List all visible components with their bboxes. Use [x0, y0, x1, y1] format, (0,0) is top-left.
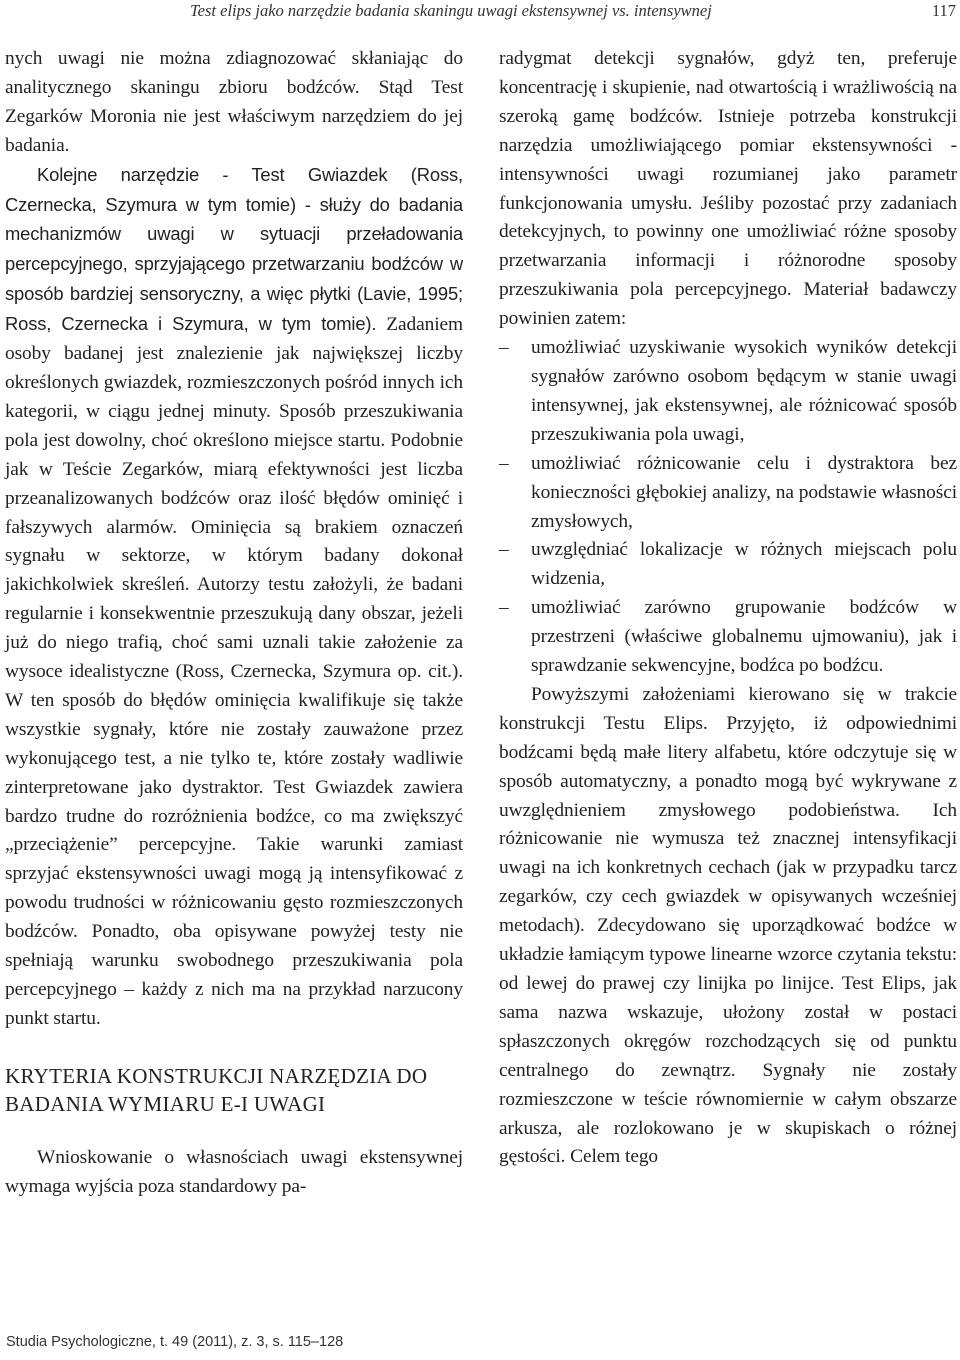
paragraph-continuation: nych uwagi nie można zdiagnozować skłaniając do analitycznego skaningu zbioru bodźców. Stąd Test Zegarków Moronia nie jest właściwym narzędziem do jej badania. [5, 48, 463, 156]
paragraph-test-gwiazdek [5, 161, 463, 1034]
dash-bullet: – [499, 597, 509, 619]
list-item-text: umożliwiać różnicowanie celu i dystraktora bez konieczności głębokiej analizy, na podstawie własności zmysłowych, [531, 452, 957, 532]
criteria-list [499, 334, 957, 681]
dash-bullet: – [499, 452, 509, 474]
paragraph-test-elips: Powyższymi założeniami kierowano się w trakcie konstrukcji Testu Elips. Przyjęto, iż odpowiednimi bodźcami będą małe litery alfabetu, które odczytuje się w sposób automatyczny, a ponadto mogą być wykrywane z uwzględnieniem zmysłowego podobieństwa. Ich różnicowanie nie wymusza też znacznej intensyfikacji uwagi na ich konkretnych cechach (jak w przypadku tarcz zegarków, czy cech gwiazdek w opisywanych wcześniej metodach). Zdecydowano się uporządkować bodźce w układzie łamiącym typowe linearne wzorce czytania tekstu: od lewej do prawej czy linijka po linijce. Test Elips, jak sama nazwa wskazuje, ułożony został w postaci spłaszczonych okręgów rozchodzących się od punktu centralnego do zewnątrz. Sygnały nie zostały rozmieszczone w teście równomiernie w całym obszarze arkusza, ale rozlokowano je w skupiskach o różnej gęstości. Celem tego [499, 683, 957, 1168]
right-column [499, 45, 957, 1172]
list-item [499, 450, 957, 537]
paragraph-serif-segment: Zadaniem osoby badanej jest znalezienie jak największej liczby określonych gwiazdek, rozmieszczonych pośród innych ich kategorii, w ciągu jednej minuty. Sposób przeszukiwania pola jest dowolny, choć określono miejsce startu. Podobnie jak w Teście Zegarków, miarą efektywności jest liczba przeanalizowanych bodźców oraz ilość błędów ominięć i fałszywych alarmów. Ominięcia są brakiem oznaczeń sygnału w sektorze, w którym badany dokonał jakichkolwiek skreśleń. Autorzy testu założyli, że badani regularnie i konsekwentnie przeszukują dany obszar, jeżeli już do niego trafią, choć sami uznali takie założenie za wysoce idealistyczne (Ross, Czernecka, Szymura op. cit.). W ten sposób do błędów ominięcia kwalifikuje się także wszystkie sygnały, które nie zostały zauważone przez wykonującego test, a nie tylko te, które zostały wadliwie zinterpretowane jako dystraktor. Test Gwiazdek zawiera bardzo trudne do rozróżnienia bodźce, co ma zwiększyć „przeciążenie” percepcyjne. Takie warunki zamiast sprzyjać ekstensywności uwagi mogą ją intensyfikować z powodu trudności w różnicowaniu gęsto rozmieszczonych bodźców. Ponadto, oba opisywane powyżej testy nie spełniają warunku swobodnego przeszukiwania pola percepcyjnego – każdy z nich ma na przykład narzucony punkt startu. [5, 314, 463, 1029]
paragraph-sans-segment: Kolejne narzędzie - Test Gwiazdek (Ross, Czernecka, Szymura w tym tomie) - służy do badania mechanizmów uwagi w sytuacji przeładowania percepcyjnego, sprzyjającego przetwarzaniu bodźców w sposób bardziej sensoryczny, a więc płytki (Lavie, 1995; Ross, Czernecka i Szymura, w tym tomie). [5, 163, 463, 335]
journal-citation: Studia Psychologiczne, t. 49 (2011), z. 3, s. 115–128 [6, 1334, 344, 1350]
paragraph-section-intro: Wnioskowanie o własnościach uwagi ekstensywnej wymaga wyjścia poza standardowy pa- [5, 1146, 463, 1197]
list-item [499, 536, 957, 594]
list-item-text: uwzględniać lokalizacje w różnych miejscach polu widzenia, [531, 539, 957, 590]
running-header [0, 0, 960, 26]
list-item-text: umożliwiać zarówno grupowanie bodźców w przestrzeni (właściwe globalnemu ujmowaniu), jak i sprawdzanie sekwencyjne, bodźca po bodźcu. [531, 597, 957, 677]
paragraph-continuation-right: radygmat detekcji sygnałów, gdyż ten, preferuje koncentrację i skupienie, nad otwartością i wrażliwością na szeroką gamę bodźców. Istnieje potrzeba konstrukcji narzędzia umożliwiającego pomiar ekstensywności - intensywności uwagi rozumianej jako parametr funkcjonowania umysłu. Jeśliby pozostać przy zadaniach detekcyjnych, to powinny one umożliwiać różne sposoby przetwarzania informacji i różnorodne sposoby przeszukiwania pola percepcyjnego. Materiał badawczy powinien zatem: [499, 48, 957, 330]
list-item-text: umożliwiać uzyskiwanie wysokich wyników detekcji sygnałów zarówno osobom będącym w stanie uwagi intensywnej, jak ekstensywnej, ale różnicować sposób przeszukiwania pola uwagi, [531, 337, 957, 445]
running-title: Test elips jako narzędzie badania skaningu uwagi ekstensywnej vs. intensywnej [190, 1, 712, 20]
dash-bullet: – [499, 337, 509, 359]
page-number: 117 [931, 1, 956, 20]
dash-bullet: – [499, 539, 509, 561]
section-heading: KRYTERIA KONSTRUKCJI NARZĘDZIA DO BADANIA WYMIARU E-I UWAGI [5, 1063, 428, 1116]
list-item [499, 334, 957, 450]
left-column [5, 45, 463, 1202]
list-item [499, 594, 957, 681]
